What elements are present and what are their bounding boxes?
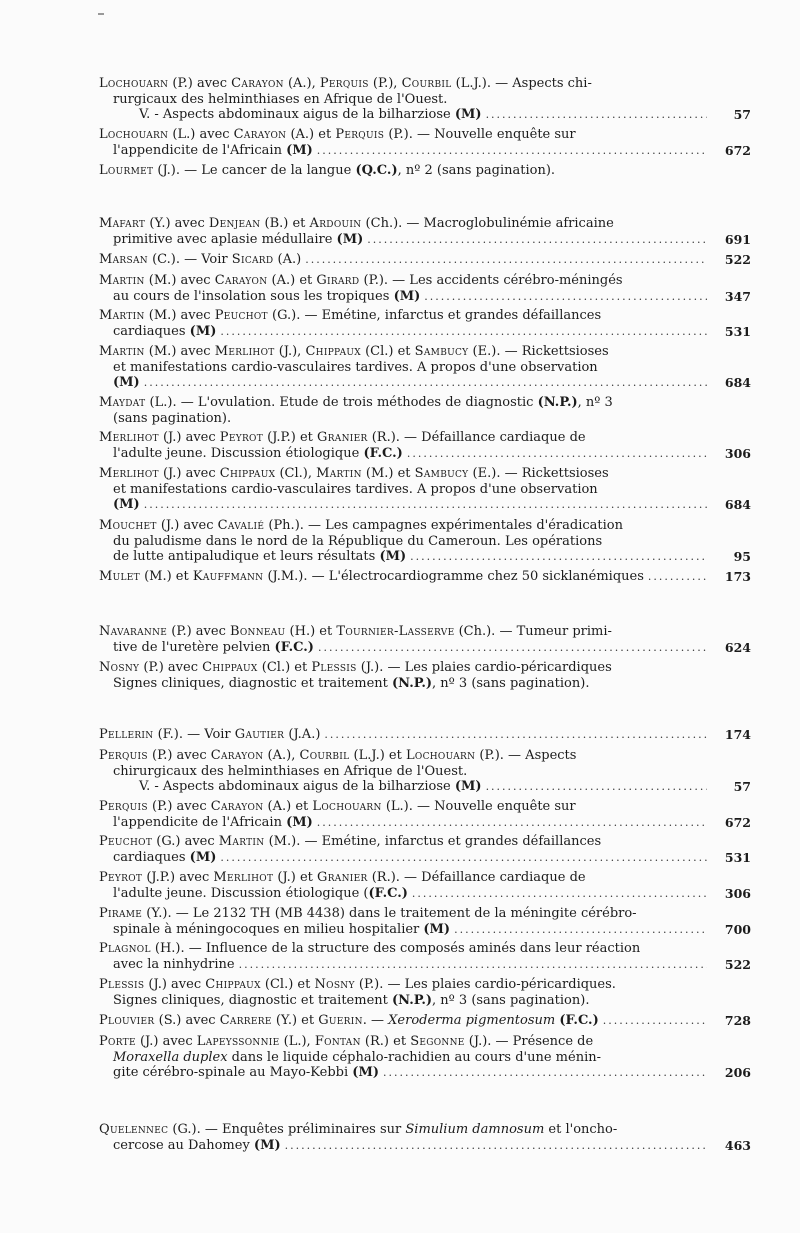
entry-line: Peyrot (J.P.) avec Merlihot (J.) et Granier (R.). — Défaillance cardiaque de bbox=[99, 870, 586, 885]
entry-text: cardiaques (M) bbox=[113, 323, 217, 339]
dot-leader bbox=[305, 252, 707, 268]
index-entry bbox=[99, 466, 751, 513]
entry-text: l'adulte jeune. Discussion étiologique (F.C.) bbox=[113, 445, 403, 461]
entry-line bbox=[99, 640, 711, 656]
entry-text: primitive avec aplasie médullaire (M) bbox=[113, 231, 364, 247]
entry-line: Lochouarn (L.) avec Carayon (A.) et Perquis (P.). — Nouvelle enquête sur bbox=[99, 127, 576, 142]
page-number: 522 bbox=[724, 956, 751, 972]
entry-line bbox=[99, 375, 711, 391]
entry-text: au cours de l'insolation sous les tropiques (M) bbox=[113, 288, 421, 304]
dot-leader bbox=[144, 375, 707, 391]
page-number: 173 bbox=[724, 569, 751, 584]
entry-line bbox=[99, 497, 711, 513]
dot-leader bbox=[220, 850, 707, 866]
entry-line: Martin (M.) avec Carayon (A.) et Girard (P.). — Les accidents cérébro-méningés bbox=[99, 273, 623, 288]
page-number: 206 bbox=[724, 1065, 751, 1081]
page-number: 522 bbox=[724, 252, 751, 267]
index-entry bbox=[99, 624, 751, 655]
entry-line bbox=[99, 957, 711, 973]
index-entry bbox=[99, 941, 751, 972]
entry-line: Perquis (P.) avec Carayon (A.) et Lochouarn (L.). — Nouvelle enquête sur bbox=[99, 799, 576, 814]
dot-leader bbox=[367, 232, 707, 248]
entry-text: cercose au Dahomey (M) bbox=[113, 1137, 281, 1153]
dot-leader bbox=[383, 1065, 707, 1081]
entry-line: Lourmet (J.). — Le cancer de la langue (Q.C.), nº 2 (sans pagination). bbox=[99, 163, 556, 178]
entry-text: Plouvier (S.) avec Carrere (Y.) et Guerin. — Xeroderma pigmentosum (F.C.) bbox=[99, 1013, 599, 1028]
entry-text: l'appendicite de l'Africain (M) bbox=[113, 142, 313, 158]
entry-line: et manifestations cardio-vasculaires tardives. A propos d'une observation bbox=[113, 359, 598, 375]
dot-leader bbox=[603, 1013, 707, 1029]
page-number: 531 bbox=[724, 849, 751, 865]
entry-line bbox=[99, 815, 711, 831]
entry-line: Porte (J.) avec Lapeyssonnie (L.), Fontan (R.) et Segonne (J.). — Présence de bbox=[99, 1034, 594, 1049]
dot-leader bbox=[454, 922, 707, 938]
entry-text: cardiaques (M) bbox=[113, 849, 217, 865]
entry-text: gite cérébro-spinale au Mayo-Kebbi (M) bbox=[113, 1065, 379, 1081]
dot-leader bbox=[424, 289, 707, 305]
page-number: 463 bbox=[724, 1137, 751, 1153]
index-entry bbox=[99, 906, 751, 937]
index-entry bbox=[99, 216, 751, 247]
entry-text: Mulet (M.) et Kauffmann (J.M.). — L'électrocardiogramme chez 50 sicklanémiques bbox=[99, 569, 644, 584]
entry-line: Moraxella duplex dans le liquide céphalo-rachidien au cours d'une ménin- bbox=[113, 1049, 601, 1065]
dot-leader bbox=[220, 324, 707, 340]
dot-leader bbox=[144, 497, 707, 513]
index-entry bbox=[99, 252, 751, 268]
entry-line bbox=[99, 252, 711, 268]
index-entry bbox=[99, 308, 751, 339]
index-entry bbox=[99, 748, 751, 795]
entry-line: Quelennec (G.). — Enquêtes préliminaires sur Simulium damnosum et l'oncho- bbox=[99, 1122, 618, 1137]
page-number: 684 bbox=[724, 375, 751, 391]
entry-line bbox=[99, 446, 711, 462]
entry-line: et manifestations cardio-vasculaires tardives. A propos d'une observation bbox=[113, 481, 598, 497]
entry-line: Pirame (Y.). — Le 2132 TH (MB 4438) dans le traitement de la méningite cérébro- bbox=[99, 906, 637, 921]
entry-line bbox=[99, 850, 711, 866]
entry-text: tive de l'uretère pelvien (F.C.) bbox=[113, 639, 314, 655]
page-number: 306 bbox=[724, 885, 751, 901]
entry-text: (M) bbox=[113, 375, 140, 391]
entry-text: l'appendicite de l'Africain (M) bbox=[113, 814, 313, 830]
index-entry bbox=[99, 430, 751, 461]
page-number: 306 bbox=[724, 445, 751, 461]
entry-text: (M) bbox=[113, 497, 140, 513]
entry-line bbox=[99, 886, 711, 902]
page-number: 57 bbox=[733, 779, 751, 795]
entry-line: chirurgicaux des helminthiases en Afrique de l'Ouest. bbox=[113, 763, 468, 779]
page-number: 624 bbox=[724, 639, 751, 655]
entry-line: Nosny (P.) avec Chippaux (Cl.) et Plessis (J.). — Les plaies cardio-péricardiques bbox=[99, 660, 612, 675]
entry-line: Plessis (J.) avec Chippaux (Cl.) et Nosny (P.). — Les plaies cardio-péricardiques. bbox=[99, 977, 616, 992]
page-number: 531 bbox=[724, 323, 751, 339]
dot-leader bbox=[285, 1138, 707, 1154]
entry-text: l'adulte jeune. Discussion étiologique ((F.C.) bbox=[113, 885, 408, 901]
index-entry bbox=[99, 344, 751, 391]
index-entry bbox=[99, 799, 751, 830]
index-entry bbox=[99, 1034, 751, 1081]
entry-line bbox=[99, 1138, 711, 1154]
entry-text: Pellerin (F.). — Voir Gautier (J.A.) bbox=[99, 727, 321, 742]
entry-line bbox=[99, 143, 711, 159]
entry-line: Martin (M.) avec Merlihot (J.), Chippaux (Cl.) et Sambucy (E.). — Rickettsioses bbox=[99, 344, 609, 359]
entry-line: Lochouarn (P.) avec Carayon (A.), Perquis (P.), Courbil (L.J.). — Aspects chi- bbox=[99, 76, 592, 91]
entry-line: Navaranne (P.) avec Bonneau (H.) et Tournier-Lasserve (Ch.). — Tumeur primi- bbox=[99, 624, 612, 639]
entry-line bbox=[99, 727, 711, 743]
entry-line bbox=[99, 1013, 711, 1029]
entry-line: Merlihot (J.) avec Chippaux (Cl.), Martin (M.) et Sambucy (E.). — Rickettsioses bbox=[99, 466, 609, 481]
dot-leader bbox=[486, 107, 707, 123]
index-entry bbox=[99, 569, 751, 585]
entry-line: rurgicaux des helminthiases en Afrique de l'Ouest. bbox=[113, 91, 448, 107]
entry-line: Merlihot (J.) avec Peyrot (J.P.) et Granier (R.). — Défaillance cardiaque de bbox=[99, 430, 586, 445]
entry-text: V. - Aspects abdominaux aigus de la bilharziose (M) bbox=[139, 779, 482, 795]
index-entry bbox=[99, 834, 751, 865]
index-entry bbox=[99, 76, 751, 123]
entry-line: Signes cliniques, diagnostic et traitement (N.P.), nº 3 (sans pagination). bbox=[113, 992, 590, 1008]
page-number: 672 bbox=[724, 814, 751, 830]
index-entry bbox=[99, 395, 711, 426]
entry-text: spinale à méningocoques en milieu hospitalier (M) bbox=[113, 921, 451, 937]
page-number: 95 bbox=[733, 549, 751, 565]
index-entry bbox=[99, 518, 751, 565]
dot-leader bbox=[648, 569, 707, 585]
page-number: 684 bbox=[724, 497, 751, 513]
page-number: 691 bbox=[724, 231, 751, 247]
entry-line bbox=[99, 779, 711, 795]
dot-leader bbox=[317, 143, 707, 159]
entry-line: Peuchot (G.) avec Martin (M.). — Emétine, infarctus et grandes défaillances bbox=[99, 834, 602, 849]
page-number: 57 bbox=[733, 107, 751, 123]
page-number: 672 bbox=[724, 142, 751, 158]
entry-line bbox=[99, 549, 711, 565]
entry-line: Mafart (Y.) avec Denjean (B.) et Ardouin (Ch.). — Macroglobulinémie africaine bbox=[99, 216, 614, 231]
index-entry bbox=[99, 660, 711, 691]
entry-line: Martin (M.) avec Peuchot (G.). — Emétine, infarctus et grandes défaillances bbox=[99, 308, 602, 323]
page-number: 347 bbox=[724, 288, 751, 304]
index-entry bbox=[99, 977, 711, 1008]
index-entry bbox=[99, 727, 751, 743]
page-number: 700 bbox=[724, 921, 751, 937]
dot-leader bbox=[486, 779, 707, 795]
entry-line: (sans pagination). bbox=[113, 410, 232, 426]
page-number: 174 bbox=[724, 727, 751, 742]
entry-line bbox=[99, 324, 711, 340]
index-entry bbox=[99, 163, 711, 179]
entry-line: Maydat (L.). — L'ovulation. Etude de trois méthodes de diagnostic (N.P.), nº 3 bbox=[99, 395, 613, 410]
index-entry bbox=[99, 1013, 751, 1029]
dot-leader bbox=[412, 886, 707, 902]
entry-line: Mouchet (J.) avec Cavalié (Ph.). — Les campagnes expérimentales d'éradication bbox=[99, 518, 623, 533]
entry-line: Perquis (P.) avec Carayon (A.), Courbil (L.J.) et Lochouarn (P.). — Aspects bbox=[99, 748, 577, 763]
entry-text: de lutte antipaludique et leurs résultats (M) bbox=[113, 549, 407, 565]
entry-line bbox=[99, 289, 711, 305]
index-entry bbox=[99, 870, 751, 901]
index-entry bbox=[99, 273, 751, 304]
entry-line: Plagnol (H.). — Influence de la structure des composés aminés dans leur réaction bbox=[99, 941, 641, 956]
entry-line bbox=[99, 232, 711, 248]
index-entry bbox=[99, 127, 751, 158]
entry-line bbox=[99, 569, 711, 585]
dot-leader bbox=[318, 640, 707, 656]
entry-line: du paludisme dans le nord de la République du Cameroun. Les opérations bbox=[113, 533, 603, 549]
entry-text: V. - Aspects abdominaux aigus de la bilharziose (M) bbox=[139, 107, 482, 123]
dot-leader bbox=[410, 549, 707, 565]
entry-line: Signes cliniques, diagnostic et traitement (N.P.), nº 3 (sans pagination). bbox=[113, 675, 590, 691]
dot-leader bbox=[317, 815, 707, 831]
entry-line bbox=[99, 107, 711, 123]
entry-line bbox=[99, 922, 711, 938]
entry-line bbox=[99, 1065, 711, 1081]
index-entry bbox=[99, 1122, 751, 1153]
entry-text: Marsan (C.). — Voir Sicard (A.) bbox=[99, 252, 302, 267]
page-number: 728 bbox=[724, 1013, 751, 1028]
page-mark bbox=[98, 13, 104, 15]
dot-leader bbox=[239, 957, 707, 973]
dot-leader bbox=[324, 727, 707, 743]
dot-leader bbox=[407, 446, 707, 462]
entry-text: avec la ninhydrine bbox=[113, 956, 235, 972]
